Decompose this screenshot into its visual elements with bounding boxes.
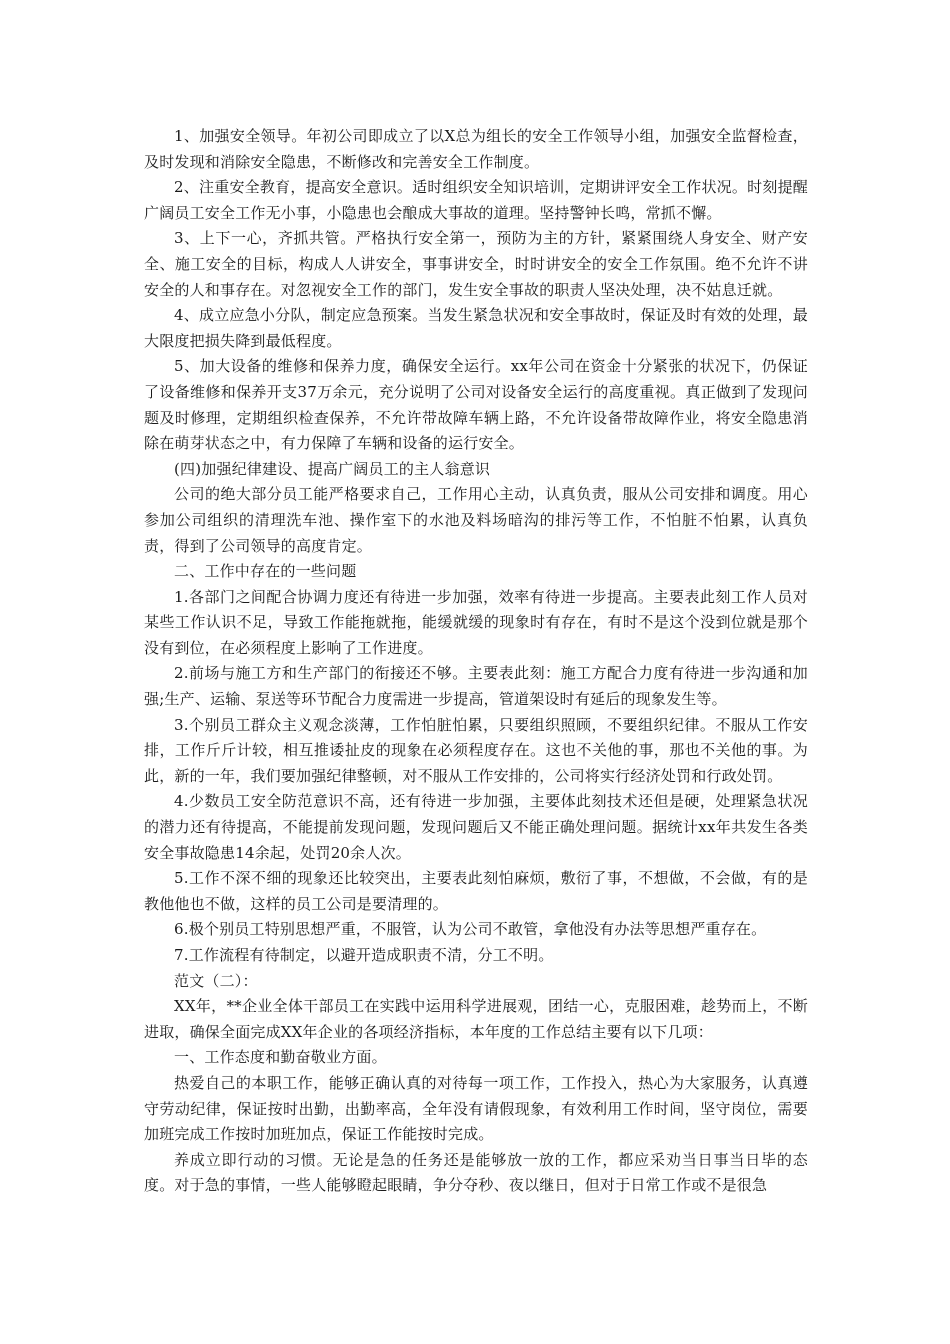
document-body [144, 124, 808, 1199]
section-heading-attitude: 一、工作态度和勤奋敬业方面。 [174, 1048, 387, 1067]
problem-item-4: 4.少数员工安全防范意识不高，还有待进一步加强，主要体此刻技术还但是硬，处理紧急状况的潜力还有待提高，不能提前发现问题，发现问题后又不能正确处理问题。据统计xx年共发生各类安全事故隐患14余起，处罚20余人次。 [144, 792, 808, 862]
paragraph-staff-discipline: 公司的绝大部分员工能严格要求自己，工作用心主动，认真负责，服从公司安排和调度。用心参加公司组织的清理洗车池、操作室下的水池及料场暗沟的排污等工作，不怕脏不怕累，认真负责，得到了公司领导的高度肯定。 [144, 485, 808, 555]
paragraph-immediate-action: 养成立即行动的习惯。无论是急的任务还是能够放一放的工作，都应采劝当日事当日毕的态度。对于急的事情，一些人能够瞪起眼睛，争分夺秒、夜以继日，但对于日常工作或不是很急 [144, 1150, 808, 1195]
paragraph-annual-intro: XX年，**企业全体干部员工在实践中运用科学进展观，团结一心，克服困难，趁势而上，不断进取，确保全面完成XX年企业的各项经济指标，本年度的工作总结主要有以下几项： [144, 997, 808, 1041]
sample-heading-2: 范文（二）： [174, 971, 258, 990]
problem-item-6: 6.极个别员工特别思想严重，不服管，认为公司不敢管，拿他没有办法等思想严重存在。 [174, 920, 767, 939]
problem-item-2: 2.前场与施工方和生产部门的衔接还不够。主要表此刻：施工方配合力度有待进一步沟通和加强;生产、运输、泵送等环节配合力度需进一步提高，管道架设时有延后的现象发生等。 [144, 664, 808, 709]
paragraph-equipment-maintenance: 5、加大设备的维修和保养力度，确保安全运行。xx年公司在资金十分紧张的状况下，仍保证了设备维修和保养开支37万余元，充分说明了公司对设备安全运行的高度重视。真正做到了发现问题及时修理，定期组织检查保养，不允许带故障车辆上路，不允许设备带故障作业，将安全隐患消除在萌芽状态之中，有力保障了车辆和设备的运行安全。 [144, 357, 808, 453]
paragraph-emergency-team: 4、成立应急小分队，制定应急预案。当发生紧急状况和安全事故时，保证及时有效的处理，最大限度把损失降到最低程度。 [144, 306, 808, 350]
section-heading-discipline: (四)加强纪律建设、提高广阔员工的主人翁意识 [174, 459, 491, 478]
problem-item-7: 7.工作流程有待制定，以避开造成职责不清，分工不明。 [174, 946, 554, 964]
paragraph-joint-management: 3、上下一心，齐抓共管。严格执行安全第一，预防为主的方针，紧紧围绕人身安全、财产安全、施工安全的目标，构成人人讲安全，事事讲安全，时时讲安全的安全工作氛围。绝不允许不讲安全的人和事存在。对忽视安全工作的部门，发生安全事故的职责人坚决处理，决不姑息迁就。 [144, 229, 808, 299]
paragraph-work-attitude: 热爱自己的本职工作，能够正确认真的对待每一项工作，工作投入，热心为大家服务，认真遵守劳动纪律，保证按时出勤，出勤率高，全年没有请假现象，有效利用工作时间，坚守岗位，需要加班完成工作按时加班加点，保证工作能按时完成。 [144, 1073, 808, 1144]
problem-item-5: 5.工作不深不细的现象还比较突出，主要表此刻怕麻烦，敷衍了事，不想做，不会做，有的是教他他也不做，这样的员工公司是要清理的。 [144, 869, 808, 913]
problem-item-1: 1.各部门之间配合协调力度还有待进一步加强，效率有待进一步提高。主要表此刻工作人员对某些工作认识不足，导致工作能拖就拖，能缓就缓的现象时有存在，有时不是这个没到位就是那个没有到位，在必须程度上影响了工作进度。 [144, 587, 808, 657]
paragraph-safety-education: 2、注重安全教育，提高安全意识。适时组织安全知识培训，定期讲评安全工作状况。时刻提醒广阔员工安全工作无小事，小隐患也会酿成大事故的道理。坚持警钟长鸣，常抓不懈。 [144, 178, 808, 222]
problem-item-3: 3.个别员工群众主义观念淡薄，工作怕脏怕累，只要组织照顾，不要组织纪律。不服从工作安排，工作斤斤计较，相互推诿扯皮的现象在必须程度存在。这也不关他的事，那也不关他的事。为此，新的一年，我们要加强纪律整顿，对不服从工作安排的，公司将实行经济处罚和行政处罚。 [144, 715, 808, 785]
section-heading-problems: 二、工作中存在的一些问题 [174, 562, 357, 581]
paragraph-safety-leadership: 1、加强安全领导。年初公司即成立了以X总为组长的安全工作领导小组，加强安全监督检查，及时发现和消除安全隐患，不断修改和完善安全工作制度。 [144, 127, 808, 171]
